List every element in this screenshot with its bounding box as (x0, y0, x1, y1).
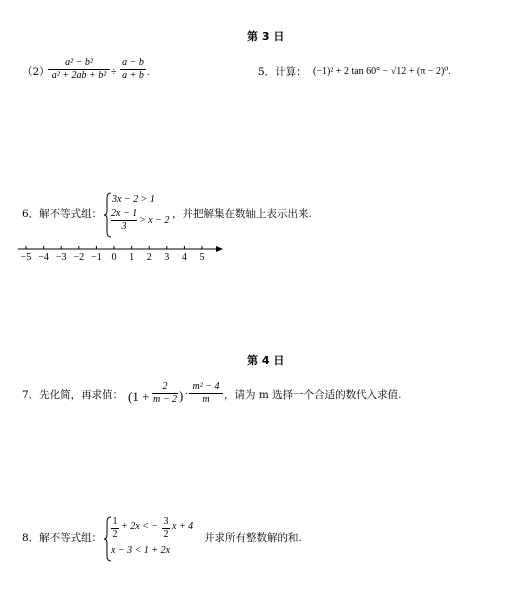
q8-label: 8．解不等式组： (22, 532, 103, 544)
number-line-tick-label: −3 (55, 252, 67, 263)
q8-fraction-b (162, 516, 170, 541)
q7-fraction-2 (189, 381, 223, 406)
number-line-tick-label: 3 (164, 252, 170, 263)
q7-frac1-denominator: m − 2 (153, 394, 177, 405)
day3-title: 第 3 日 (247, 30, 285, 43)
q8-middle-2: x + 4 (172, 521, 194, 532)
number-line-axis (18, 244, 228, 254)
q7-frac2-denominator: m (202, 394, 210, 405)
q6-label: 6．解不等式组： (22, 208, 103, 220)
q6-inequality-1: 3x − 2 > 1 (112, 194, 155, 205)
q2-fraction-2 (120, 57, 146, 82)
number-line-tick-label: 4 (181, 252, 187, 263)
q7-fraction-1 (152, 381, 178, 406)
number-line-tick-label: 2 (146, 252, 152, 263)
q2-frac1-numerator: a² − b² (65, 57, 93, 68)
q7-frac1-numerator: 2 (162, 381, 168, 392)
number-line-tick-label: −1 (91, 252, 102, 263)
q7-dot: · (185, 389, 189, 400)
q8-frac-a-denominator: 2 (112, 529, 118, 540)
q2-frac2-denominator: a + b (122, 70, 144, 81)
q6-frac-denominator: 3 (121, 221, 127, 232)
q8-frac-b-numerator: 3 (163, 516, 169, 527)
q2-divide-sign: ÷ (111, 67, 117, 78)
q8-middle-1: + 2x < − (121, 521, 159, 532)
q7-paren-open: (1 + (128, 389, 150, 404)
q2-period: . (147, 67, 150, 78)
number-line-tick-label: 1 (129, 252, 135, 263)
q2-fraction-1 (48, 57, 110, 82)
q2-frac1-denominator: a² + 2ab + b² (51, 70, 107, 81)
q8-frac-a-numerator: 1 (112, 516, 118, 527)
number-line-tick-label: −2 (73, 252, 85, 263)
q2-label: （2） (22, 66, 50, 78)
number-line-tick-label: 0 (111, 252, 117, 263)
q8-frac-b-denominator: 2 (163, 529, 169, 540)
q8-inequality-2: x − 3 < 1 + 2x (111, 545, 171, 556)
day4-title: 第 4 日 (247, 354, 285, 367)
q6-inequality-2-rest: > x − 2 (139, 215, 170, 226)
q8-fraction-a (111, 516, 119, 541)
number-line-tick-label: −5 (20, 252, 32, 263)
q6-instruction: ，并把解集在数轴上表示出来. (172, 208, 312, 220)
q8-instruction: 并求所有整数解的和. (204, 532, 302, 544)
q6-fraction (111, 208, 137, 233)
number-line-tick-label: 5 (199, 252, 205, 263)
q5-label: 5．计算： (258, 66, 307, 78)
number-line-tick-label: −4 (38, 252, 49, 263)
q2-frac2-numerator: a − b (122, 57, 144, 68)
q6-frac-numerator: 2x − 1 (111, 208, 138, 219)
q7-paren-close: ) (179, 388, 184, 403)
q7-instruction: ，请为 m 选择一个合适的数代入求值. (224, 389, 402, 401)
q7-label: 7．先化简，再求值： (22, 389, 124, 401)
q5-expression: (−1)² + 2 tan 60° − √12 + (π − 2)⁰. (313, 66, 451, 77)
q7-frac2-numerator: m² − 4 (192, 381, 220, 392)
